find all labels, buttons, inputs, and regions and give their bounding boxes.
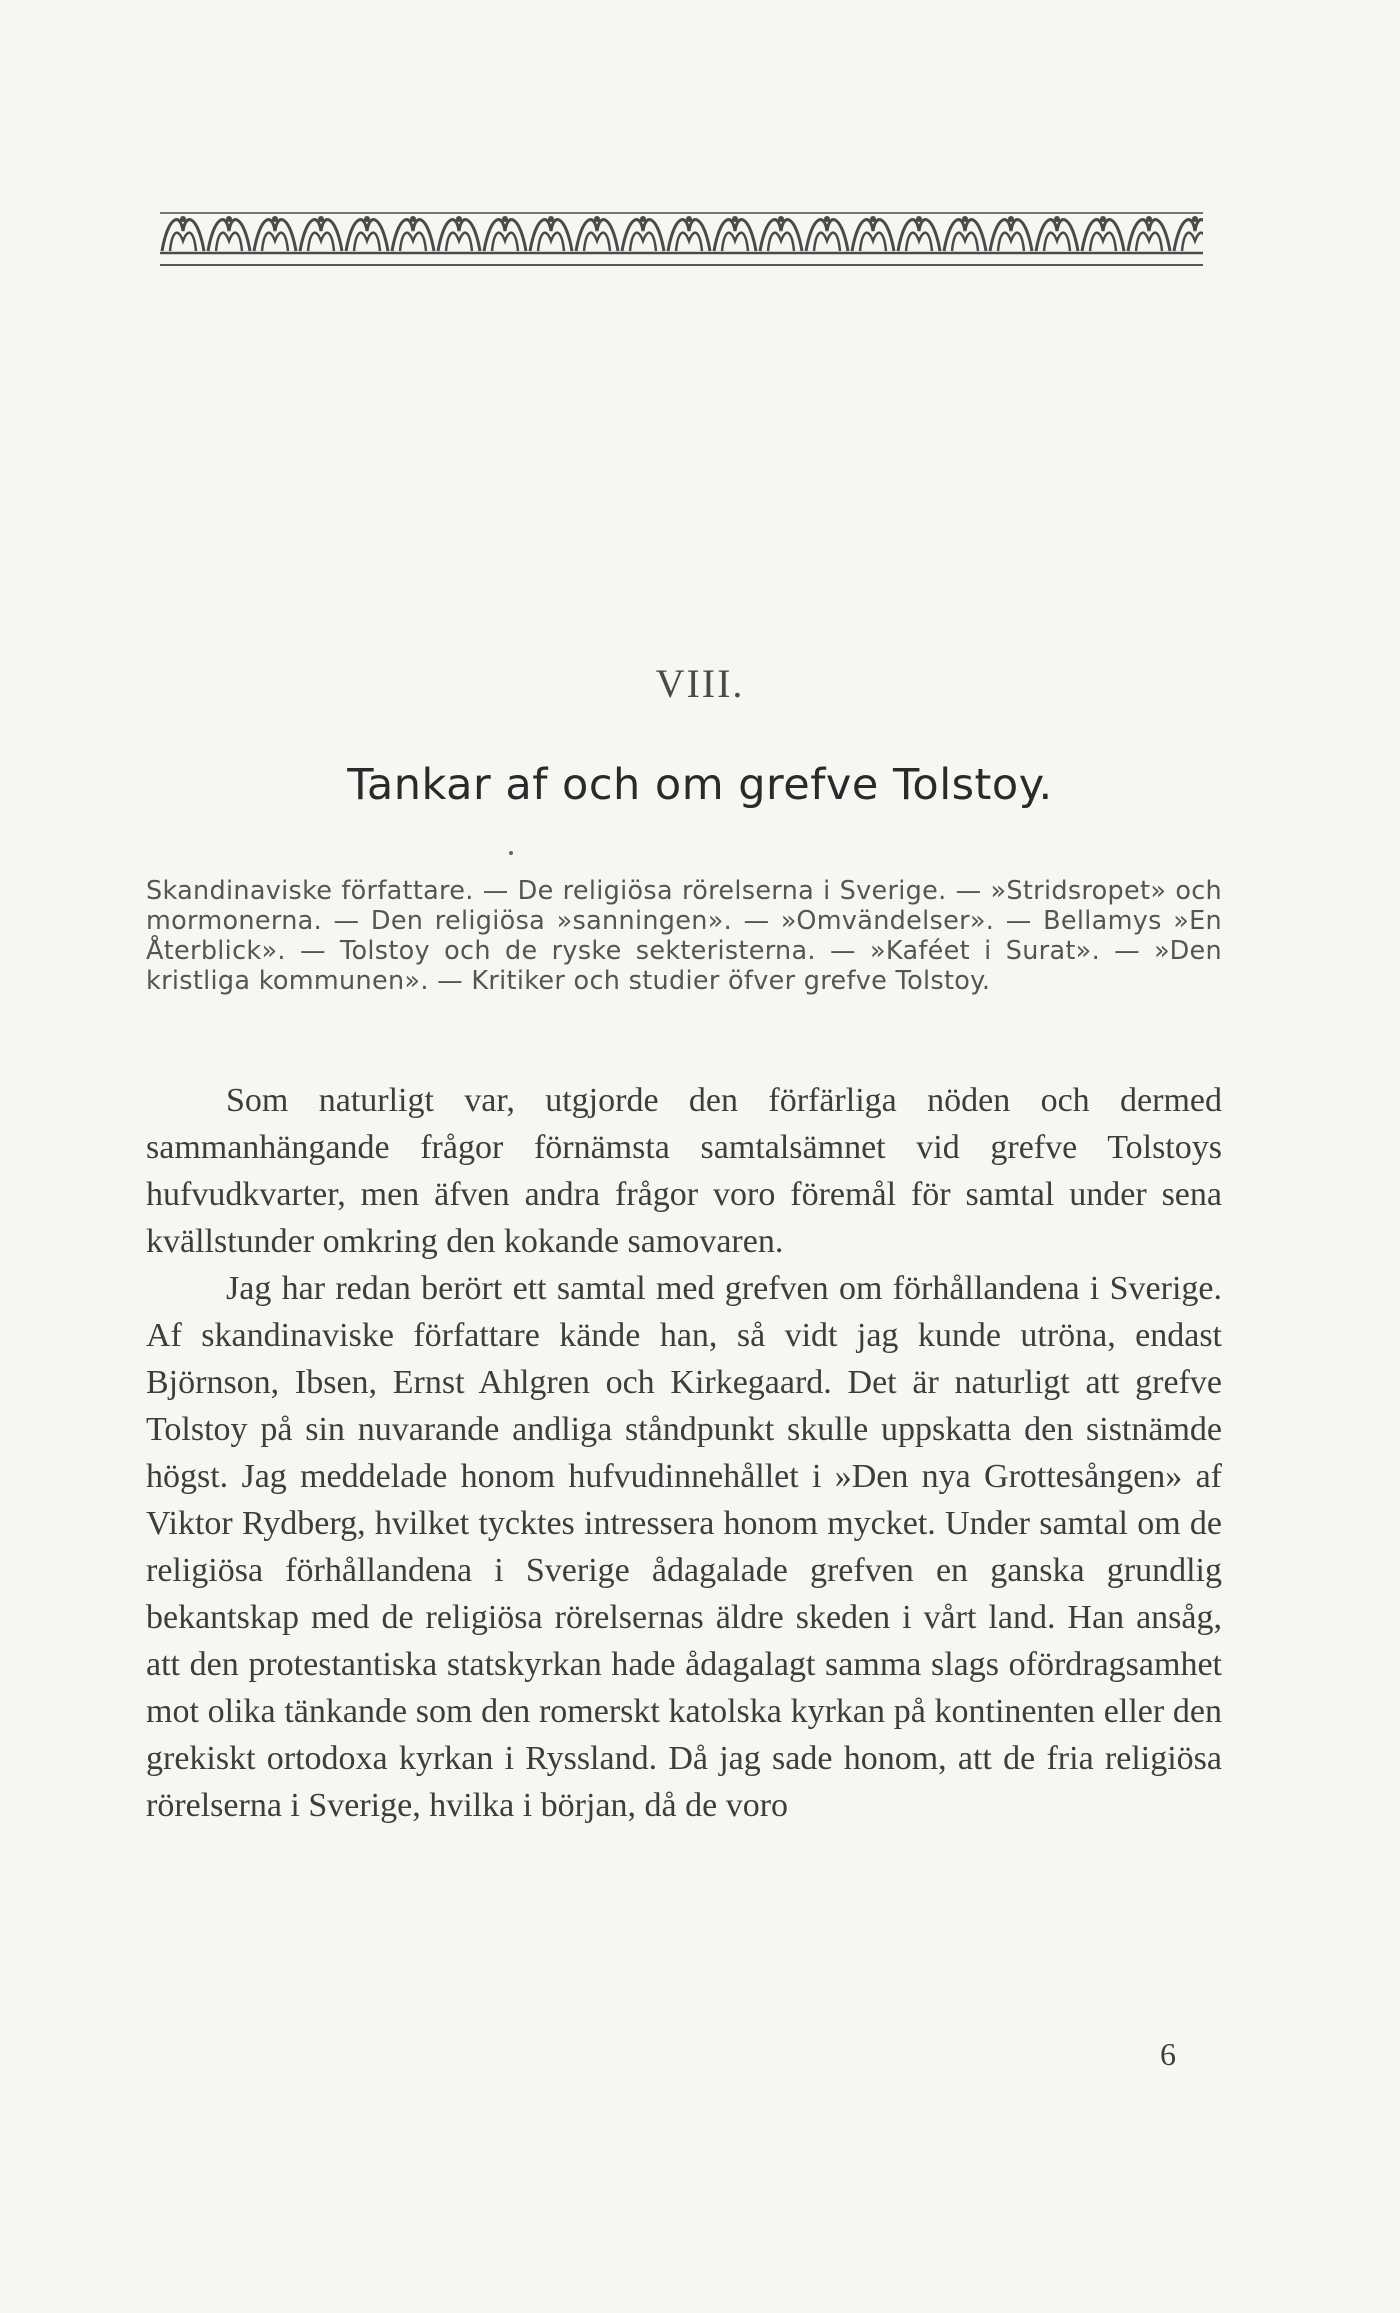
paragraph: Jag har redan berört ett samtal med grefven om förhållandena i Sverige. Af skandinaviske författare kände han, så vidt jag kunde utröna, endast Björnson, Ibsen, Ernst Ahlgren och Kirkegaard. Det är naturligt att grefve Tolstoy på sin nuvarande andliga ståndpunkt skulle uppskatta den sistnämde högst. Jag meddelade honom hufvudinnehållet i »Den nya Grottesången» af Viktor Rydberg, hvilket tycktes intressera honom mycket. Under samtal om de religiösa förhållandena i Sverige ådagalade grefven en ganska grundlig bekantskap med de religiösa rörelsernas äldre skeden i vårt land. Han ansåg, att den protestantiska statskyrkan hade ådagalagt samma slags ofördragsamhet mot olika tänkande som den romerskt katolska kyrkan på kontinenten eller den grekiskt ortodoxa kyrkan i Ryssland. Då jag sade honom, att de fria religiösa rörelserna i Sverige, hvilka i början, då de voro [146,1270,1222,1824]
page-number: 6 [1160,2036,1176,2072]
decorative-dot [509,851,513,855]
body-text [146,1077,1222,1829]
chapter-title: Tankar af och om grefve Tolstoy. [347,760,1053,810]
paragraph: Som naturligt var, utgjorde den förfärliga nöden och dermed sammanhängande frågor förnämsta samtalsämnet vid grefve Tolstoys hufvudkvarter, men äfven andra frågor voro föremål för samtal under sena kvällstunder omkring den kokande samovaren. [146,1082,1222,1260]
decorative-header-band-icon [160,207,1203,270]
chapter-number: VIII. [655,661,745,706]
chapter-synopsis: Skandinaviske författare. — De religiösa rörelserna i Sverige. — »Stridsropet» och mormonerna. — Den religiösa »sanningen». — »Omvändelser». — Bellamys »En Återblick». — Tolstoy och de ryske sekteristerna. — »Kaféet i Surat». — »Den kristliga kommunen». — Kritiker och studier öfver grefve Tolstoy. [146,876,1222,996]
